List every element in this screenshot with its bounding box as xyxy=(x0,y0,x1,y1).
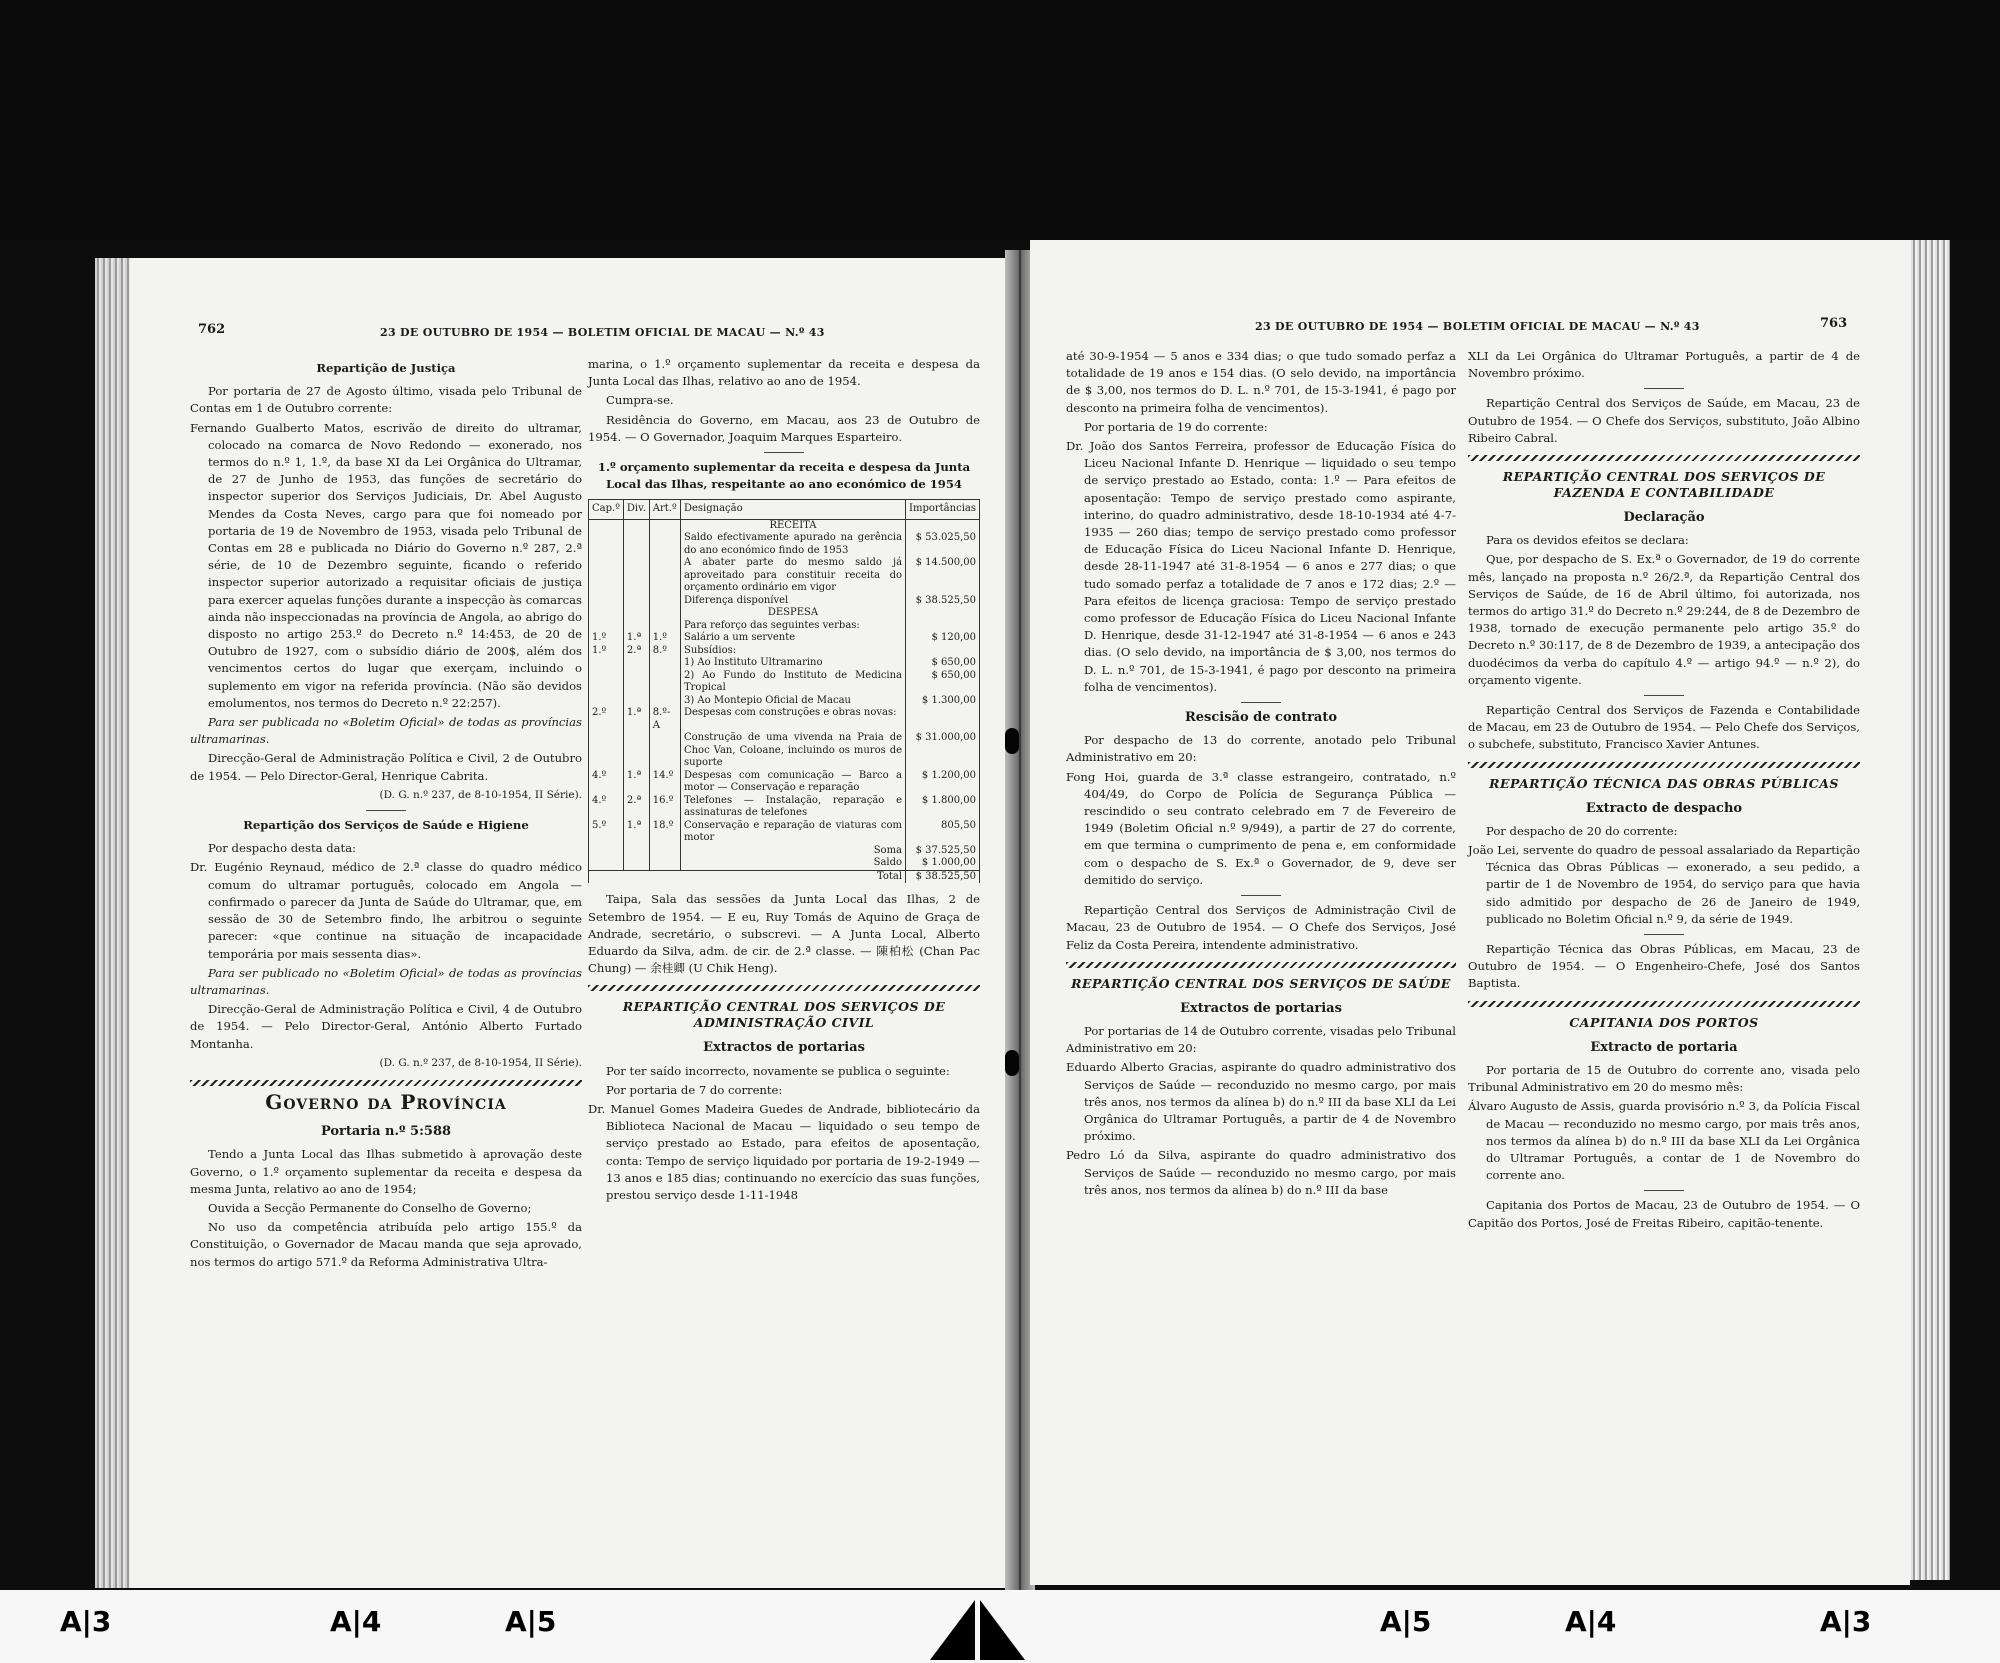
binding-clip xyxy=(1005,728,1019,754)
div-cell xyxy=(623,557,649,595)
table-header-cell: Div. xyxy=(623,500,649,520)
art-cell: 8.º xyxy=(649,645,680,658)
binding-clip xyxy=(1005,1050,1019,1076)
cap-cell: 1.º xyxy=(589,632,624,645)
cap-cell: 4.º xyxy=(589,795,624,820)
designation-cell: Diferença disponível xyxy=(680,595,905,608)
table-header-cell: Cap.º xyxy=(589,500,624,520)
cap-cell xyxy=(589,519,624,532)
div-cell xyxy=(623,845,649,858)
art-cell xyxy=(649,845,680,858)
art-cell xyxy=(649,695,680,708)
table-row xyxy=(589,607,980,620)
div-cell xyxy=(623,732,649,770)
film-mark-right-2: A|4 xyxy=(1565,1605,1617,1638)
paragraph: Eduardo Alberto Gracias, aspirante do quadro administrativo dos Serviços de Saúde — reconduzido no mesmo cargo, por mais três anos, nos termos da alínea b) do n.º III da base XLI da Lei Orgânica do Ultramar Português, a partir de 4 de Novembro próximo. xyxy=(1066,1060,1456,1144)
reference: (D. G. n.º 237, de 8-10-1954, II Série). xyxy=(379,788,582,801)
film-mark-right-3: A|3 xyxy=(1820,1605,1872,1638)
amount-cell: $ 120,00 xyxy=(906,632,980,645)
div-cell xyxy=(623,620,649,633)
wavy-divider xyxy=(1468,762,1860,768)
section-heading: REPARTIÇÃO CENTRAL DOS SERVIÇOS DE ADMINISTRAÇÃO CIVIL xyxy=(622,999,946,1031)
designation-cell: DESPESA xyxy=(680,607,905,620)
left-page xyxy=(130,258,1010,1588)
divider xyxy=(1644,934,1684,935)
budget-table xyxy=(588,499,980,883)
paragraph: marina, o 1.º orçamento suplementar da receita e despesa da Junta Local das Ilhas, relativo ao ano de 1954. xyxy=(588,357,980,389)
div-cell xyxy=(623,607,649,620)
cap-cell xyxy=(589,607,624,620)
paragraph: Direcção-Geral de Administração Política e Civil, 4 de Outubro de 1954. — Pelo Director-Geral, António Alberto Furtado Montanha. xyxy=(190,1002,582,1051)
table-title: 1.º orçamento suplementar da receita e despesa da Junta Local das Ilhas, respeitante ao ano económico de 1954 xyxy=(597,460,971,492)
amount-cell: $ 38.525,50 xyxy=(906,595,980,608)
sub-heading: Extractos de portarias xyxy=(1180,1000,1342,1016)
paragraph: Por portaria de 7 do corrente: xyxy=(606,1082,783,1097)
designation-cell: Saldo xyxy=(680,857,905,870)
table-header-cell: Designação xyxy=(680,500,905,520)
designation-cell: 3) Ao Montepio Oficial de Macau xyxy=(680,695,905,708)
divider xyxy=(366,810,406,811)
paragraph: Repartição Central dos Serviços de Saúde, em Macau, 23 de Outubro de 1954. — O Chefe dos Serviços, substituto, João Albino Ribeiro Cabral. xyxy=(1468,396,1860,445)
art-cell xyxy=(649,732,680,770)
running-head: 23 DE OUTUBRO DE 1954 — BOLETIM OFICIAL DE MACAU — N.º 43 xyxy=(380,326,825,339)
table-row xyxy=(589,657,980,670)
div-cell xyxy=(623,657,649,670)
table-row xyxy=(589,595,980,608)
table-row xyxy=(589,732,980,770)
art-cell: 1.º xyxy=(649,632,680,645)
art-cell xyxy=(649,595,680,608)
art-cell xyxy=(649,657,680,670)
left-column-1 xyxy=(190,356,582,1273)
paragraph: Por portaria de 19 do corrente: xyxy=(1084,419,1268,434)
amount-cell xyxy=(906,620,980,633)
paragraph: XLI da Lei Orgânica do Ultramar Português, a partir de 4 de Novembro próximo. xyxy=(1468,349,1860,381)
div-cell: 1.ª xyxy=(623,820,649,845)
divider xyxy=(1644,1190,1684,1191)
amount-cell: $ 1.000,00 xyxy=(906,857,980,870)
paragraph: Por portaria de 27 de Agosto último, visada pelo Tribunal de Contas em 1 de Outubro corrente: xyxy=(190,384,582,416)
sub-heading: Rescisão de contrato xyxy=(1184,710,1338,726)
cap-cell: 2.º xyxy=(589,707,624,732)
film-mark-left-3: A|5 xyxy=(505,1605,557,1638)
paragraph: Tendo a Junta Local das Ilhas submetido à aprovação deste Governo, o 1.º orçamento suplementar da receita e despesa da mesma Junta, relativo ao ano de 1954; xyxy=(190,1147,582,1196)
cap-cell xyxy=(589,620,624,633)
designation-cell: Conservação e reparação de viaturas com motor xyxy=(680,820,905,845)
paragraph: Por ter saído incorrecto, novamente se publica o seguinte: xyxy=(606,1063,950,1078)
paragraph: Pedro Ló da Silva, aspirante do quadro administrativo dos Serviços de Saúde — reconduzido no mesmo cargo, por mais três anos, nos termos da alínea b) do n.º III da base xyxy=(1066,1148,1456,1197)
div-cell xyxy=(623,595,649,608)
paragraph: Fong Hoi, guarda de 3.ª classe estrangeiro, contratado, n.º 404/49, do Corpo de Polícia de Segurança Pública — rescindido o seu contrato celebrado em 7 de Fevereiro de 1949 (Boletim Oficial n.º 9/949), a partir de 27 do corrente, em que termina o cumprimento de pena e, em conformidade com o despacho de S. Ex.ª o Governador, de 9, deve ser demitido do serviço. xyxy=(1066,769,1456,887)
art-cell xyxy=(649,620,680,633)
amount-cell: $ 650,00 xyxy=(906,670,980,695)
wavy-divider xyxy=(1066,962,1456,968)
section-heading: REPARTIÇÃO TÉCNICA DAS OBRAS PÚBLICAS xyxy=(1489,775,1839,791)
divider xyxy=(1644,388,1684,389)
designation-cell: Despesas com comunicação — Barco a motor — Conservação e reparação xyxy=(680,770,905,795)
designation-cell: Subsídios: xyxy=(680,645,905,658)
art-cell: 18.º xyxy=(649,820,680,845)
divider xyxy=(1241,895,1281,896)
designation-cell: Despesas com construções e obras novas: xyxy=(680,707,905,732)
table-row xyxy=(589,820,980,845)
art-cell xyxy=(649,532,680,557)
wavy-divider xyxy=(1468,1001,1860,1007)
table-row xyxy=(589,707,980,732)
right-column-2 xyxy=(1468,348,1860,1234)
divider xyxy=(1241,702,1281,703)
paragraph: Por portarias de 14 de Outubro corrente, visadas pelo Tribunal Administrativo em 20: xyxy=(1066,1023,1456,1056)
paragraph: Para ser publicado no «Boletim Oficial» de todas as províncias ultramarinas. xyxy=(190,965,582,997)
book-edge-right xyxy=(1905,240,1950,1580)
designation-cell: Saldo efectivamente apurado na gerência do ano económico findo de 1953 xyxy=(680,532,905,557)
art-cell: 8.º-A xyxy=(649,707,680,732)
sub-heading: Extracto de portaria xyxy=(1590,1039,1738,1055)
paragraph: Dr. João dos Santos Ferreira, professor de Educação Física do Liceu Nacional Infante D. Henrique — liquidado o seu tempo de serviço prestado ao Estado, conta: 1.º — Para efeitos de aposentação: Tempo de serviço prestado como aspirante, interino, do quadro administrativo, desde 18-10-1934 até 4-7-1935 — 260 dias; tempo de serviço prestado como professor de Educação Física do Liceu Nacional Infante D. Henrique, desde 28-11-1947 até 31-8-1954 — 6 anos e 277 dias; o que tudo somado perfaz a totalidade de 7 anos e 172 dias; 2.º — Para efeitos de licença graciosa: Tempo de serviço prestado como professor de Educação Física do Liceu Nacional Infante D. Henrique, desde 31-12-1947 até 31-8-1954 — 6 anos e 243 dias. (O selo devido, na importância de $ 3,00, nos termos do D. L. n.º 701, de 15-3-1941, é pago por desconto na primeira folha de vencimentos). xyxy=(1066,439,1456,694)
section-heading: REPARTIÇÃO CENTRAL DOS SERVIÇOS DE FAZENDA E CONTABILIDADE xyxy=(1502,469,1826,501)
amount-cell: $ 1.800,00 xyxy=(906,795,980,820)
div-cell xyxy=(623,519,649,532)
paragraph: Taipa, Sala das sessões da Junta Local das Ilhas, 2 de Setembro de 1954. — E eu, Ruy Tomás de Aquino de Graça de Andrade, secretário, o subscrevi. — A Junta Local, Alberto Eduardo da Silva, adm. de cir. de 2.ª classe. — 陳柏松 (Chan Pac Chung) — 余桂卿 (U Chik Heng). xyxy=(588,892,980,976)
wavy-divider xyxy=(1468,455,1860,461)
table-row xyxy=(589,557,980,595)
table-row xyxy=(589,845,980,858)
designation-cell: 2) Ao Fundo do Instituto de Medicina Tropical xyxy=(680,670,905,695)
paragraph: Ouvida a Secção Permanente do Conselho de Governo; xyxy=(208,1200,532,1215)
paragraph: Por portaria de 15 de Outubro do corrente ano, visada pelo Tribunal Administrativo em 20 do mesmo mês: xyxy=(1468,1062,1860,1095)
cap-cell xyxy=(589,845,624,858)
paragraph: Dr. Manuel Gomes Madeira Guedes de Andrade, bibliotecário da Biblioteca Nacional de Macau — liquidado o seu tempo de serviço prestado ao Estado, para efeitos de aposentação, conta: Tempo de serviço liquidado por portaria de 19-2-1949 — 13 anos e 185 dias; continuando no exercício das suas funções, prestou serviço desde 1-11-1948 xyxy=(588,1102,980,1203)
amount-cell: $ 37.525,50 xyxy=(906,845,980,858)
art-cell xyxy=(649,670,680,695)
table-header-cell: Importâncias xyxy=(906,500,980,520)
art-cell xyxy=(649,557,680,595)
art-cell: 16.º xyxy=(649,795,680,820)
table-row xyxy=(589,645,980,658)
sub-heading: Extracto de despacho xyxy=(1585,800,1743,816)
paragraph: Direcção-Geral de Administração Política e Civil, 2 de Outubro de 1954. — Pelo Director-Geral, Henrique Cabrita. xyxy=(190,751,582,783)
amount-cell xyxy=(906,607,980,620)
designation-cell: RECEITA xyxy=(680,519,905,532)
designation-cell: Soma xyxy=(680,845,905,858)
amount-cell: $ 1.300,00 xyxy=(906,695,980,708)
paragraph: Que, por despacho de S. Ex.ª o Governador, de 19 do corrente mês, lançado na proposta n.º 26/2.ª, da Repartição Central dos Serviços de Saúde, de 16 de Abril último, foi autorizada, nos termos do artigo 31.º do Decreto n.º 29:244, de 8 de Dezembro de 1938, tornado de execução permanente pelo artigo 35.º do Decreto n.º 30:117, de 8 de Dezembro de 1939, a antecipação dos duodécimos da verba do capítulo 4.º — artigo 94.º — n.º 2), do orçamento vigente. xyxy=(1468,552,1860,687)
designation-cell: Para reforço das seguintes verbas: xyxy=(680,620,905,633)
cap-cell: 4.º xyxy=(589,770,624,795)
scan-background xyxy=(0,0,2000,240)
designation-cell: Construção de uma vivenda na Praia de Choc Van, Coloane, incluindo os muros de suporte xyxy=(680,732,905,770)
divider xyxy=(1644,695,1684,696)
designation-cell: Telefones — Instalação, reparação e assinaturas de telefones xyxy=(680,795,905,820)
table-row xyxy=(589,695,980,708)
wavy-divider xyxy=(588,985,980,991)
amount-cell xyxy=(906,645,980,658)
cap-cell xyxy=(589,695,624,708)
section-heading: Repartição de Justiça xyxy=(316,361,456,375)
paragraph: Residência do Governo, em Macau, aos 23 de Outubro de 1954. — O Governador, Joaquim Marques Esparteiro. xyxy=(588,412,980,444)
paragraph: Repartição Central dos Serviços de Administração Civil de Macau, 23 de Outubro de 1954. — O Chefe dos Serviços, José Feliz da Costa Pereira, intendente administrativo. xyxy=(1066,903,1456,952)
wavy-divider xyxy=(190,1080,582,1086)
paragraph: No uso da competência atribuída pelo artigo 155.º da Constituição, o Governador de Macau manda que seja aprovado, nos termos do artigo 571.º da Reforma Administrativa Ultra- xyxy=(190,1220,582,1269)
div-cell: 1.ª xyxy=(623,632,649,645)
registration-triangle-right xyxy=(980,1600,1025,1660)
paragraph: Cumpra-se. xyxy=(606,393,674,408)
running-head: 23 DE OUTUBRO DE 1954 — BOLETIM OFICIAL DE MACAU — N.º 43 xyxy=(1255,320,1700,333)
table-row xyxy=(589,632,980,645)
paragraph: Para ser publicada no «Boletim Oficial» de todas as províncias ultramarinas. xyxy=(190,715,582,747)
div-cell xyxy=(623,670,649,695)
paragraph: Por despacho de 20 do corrente: xyxy=(1486,823,1678,838)
total-label: Total xyxy=(589,870,906,883)
paragraph: Por despacho desta data: xyxy=(208,841,357,856)
div-cell: 1.ª xyxy=(623,707,649,732)
amount-cell xyxy=(906,519,980,532)
div-cell: 2.ª xyxy=(623,795,649,820)
cap-cell xyxy=(589,557,624,595)
left-column-2 xyxy=(588,356,980,1206)
film-mark-left-1: A|3 xyxy=(60,1605,112,1638)
page-number: 762 xyxy=(198,322,226,337)
paragraph: Dr. Eugénio Reynaud, médico de 2.ª classe do quadro médico comum do ultramar português, colocado em Angola — confirmado o parecer da Junta de Saúde do Ultramar, que, em sessão de 30 de Setembro findo, lhe arbitrou o seguinte parecer: «que continue na situação de incapacidade temporária por mais sessenta dias». xyxy=(190,860,582,961)
art-cell xyxy=(649,519,680,532)
cap-cell xyxy=(589,532,624,557)
cap-cell xyxy=(589,670,624,695)
amount-cell xyxy=(906,707,980,732)
paragraph: Fernando Gualberto Matos, escrivão de direito do ultramar, colocado na comarca de Novo Redondo — exonerado, nos termos do n.º 1, 1.º, da base XI da Lei Orgânica do Ultramar, de 27 de Junho de 1953, das funções de secretário do inspector superior dos Serviços Judiciais, Dr. Abel Augusto Mendes da Costa Neves, cargo para que foi nomeado por portaria de 19 de Novembro de 1953, visada pelo Tribunal de Contas em 28 e publicada no Diário do Governo n.º 287, 2.ª série, de 10 de Dezembro seguinte, ficando o referido inspector superior autorizado a requisitar oficiais de justiça para exercer aquelas funções durante a inspecção às comarcas ainda não inspeccionadas na província de Angola, ao abrigo do disposto no artigo 253.º do Decreto n.º 14:453, de 20 de Outubro de 1927, com o subsídio diário de 200$, além dos vencimentos certos do lugar que exerçam, incluindo o suplemento em vigor na referida província. (Não são devidos emolumentos, nos termos do Decreto n.º 22:257). xyxy=(190,420,582,710)
portaria-heading: Portaria n.º 5:588 xyxy=(320,1124,452,1140)
amount-cell: $ 14.500,00 xyxy=(906,557,980,595)
table-row xyxy=(589,795,980,820)
amount-cell: 805,50 xyxy=(906,820,980,845)
paragraph: João Lei, servente do quadro de pessoal assalariado da Repartição Técnica das Obras Públicas — exonerado, a seu pedido, a partir de 1 de Novembro de 1954, do serviço para que havia sido admitido por despacho de 26 de Janeiro de 1949, publicado no Boletim Oficial n.º 9, da série de 1949. xyxy=(1468,843,1860,926)
div-cell xyxy=(623,532,649,557)
sub-heading: Extractos de portarias xyxy=(703,1040,865,1056)
table-header-cell: Art.º xyxy=(649,500,680,520)
table-row xyxy=(589,770,980,795)
table-row xyxy=(589,670,980,695)
amount-cell: $ 31.000,00 xyxy=(906,732,980,770)
paragraph: Álvaro Augusto de Assis, guarda provisório n.º 3, da Polícia Fiscal de Macau — reconduzido no mesmo cargo, por mais três anos, nos termos da alínea b) do n.º III da base XLI da Lei Orgânica do Ultramar Português, a contar de 1 de Novembro do corrente ano. xyxy=(1468,1099,1860,1183)
film-mark-left-2: A|4 xyxy=(330,1605,382,1638)
page-number: 763 xyxy=(1820,316,1848,331)
right-column-1 xyxy=(1066,348,1456,1201)
table-row xyxy=(589,519,980,532)
amount-cell: $ 53.025,50 xyxy=(906,532,980,557)
art-cell xyxy=(649,607,680,620)
designation-cell: Salário a um servente xyxy=(680,632,905,645)
table-row xyxy=(589,620,980,633)
reference: (D. G. n.º 237, de 8-10-1954, II Série). xyxy=(379,1056,582,1069)
film-mark-right-1: A|5 xyxy=(1380,1605,1432,1638)
cap-cell xyxy=(589,657,624,670)
div-cell xyxy=(623,857,649,870)
art-cell xyxy=(649,857,680,870)
cap-cell: 1.º xyxy=(589,645,624,658)
div-cell: 1.ª xyxy=(623,770,649,795)
right-page xyxy=(1030,240,1910,1585)
section-heading: REPARTIÇÃO CENTRAL DOS SERVIÇOS DE SAÚDE xyxy=(1071,975,1451,991)
paragraph: até 30-9-1954 — 5 anos e 334 dias; o que tudo somado perfaz a totalidade de 19 anos e 154 dias. (O selo devido, na importância de $ 3,00, nos termos do D. L. n.º 701, de 15-3-1941, é pago por desconto na primeira folha de vencimentos). xyxy=(1066,349,1456,415)
cap-cell xyxy=(589,595,624,608)
section-heading: CAPITANIA DOS PORTOS xyxy=(1569,1014,1759,1030)
cap-cell: 5.º xyxy=(589,820,624,845)
registration-triangle-left xyxy=(930,1600,975,1660)
table-row xyxy=(589,532,980,557)
section-heading: Repartição dos Serviços de Saúde e Higiene xyxy=(243,818,529,833)
book-edge-left xyxy=(95,258,135,1588)
total-value: $ 38.525,50 xyxy=(906,870,980,883)
paragraph: Para os devidos efeitos se declara: xyxy=(1486,533,1689,548)
table-row xyxy=(589,857,980,870)
designation-cell: A abater parte do mesmo saldo já aproveitado para constituir receita do orçamento ordinário em vigor xyxy=(680,557,905,595)
sub-heading: Declaração xyxy=(1623,510,1705,526)
amount-cell: $ 1.200,00 xyxy=(906,770,980,795)
paragraph: Capitania dos Portos de Macau, 23 de Outubro de 1954. — O Capitão dos Portos, José de Freitas Ribeiro, capitão-tenente. xyxy=(1468,1198,1860,1230)
amount-cell: $ 650,00 xyxy=(906,657,980,670)
governo-heading: Governo da Província xyxy=(265,1089,507,1114)
div-cell xyxy=(623,695,649,708)
paragraph: Por despacho de 13 do corrente, anotado pelo Tribunal Administrativo em 20: xyxy=(1066,733,1456,765)
designation-cell: 1) Ao Instituto Ultramarino xyxy=(680,657,905,670)
cap-cell xyxy=(589,732,624,770)
cap-cell xyxy=(589,857,624,870)
div-cell: 2.ª xyxy=(623,645,649,658)
paragraph: Repartição Central dos Serviços de Fazenda e Contabilidade de Macau, em 23 de Outubro de 1954. — Pelo Chefe dos Serviços, o subchefe, substituto, Francisco Xavier Antunes. xyxy=(1468,703,1860,752)
art-cell: 14.º xyxy=(649,770,680,795)
divider xyxy=(764,452,804,453)
paragraph: Repartição Técnica das Obras Públicas, em Macau, 23 de Outubro de 1954. — O Engenheiro-Chefe, José dos Santos Baptista. xyxy=(1468,942,1860,991)
